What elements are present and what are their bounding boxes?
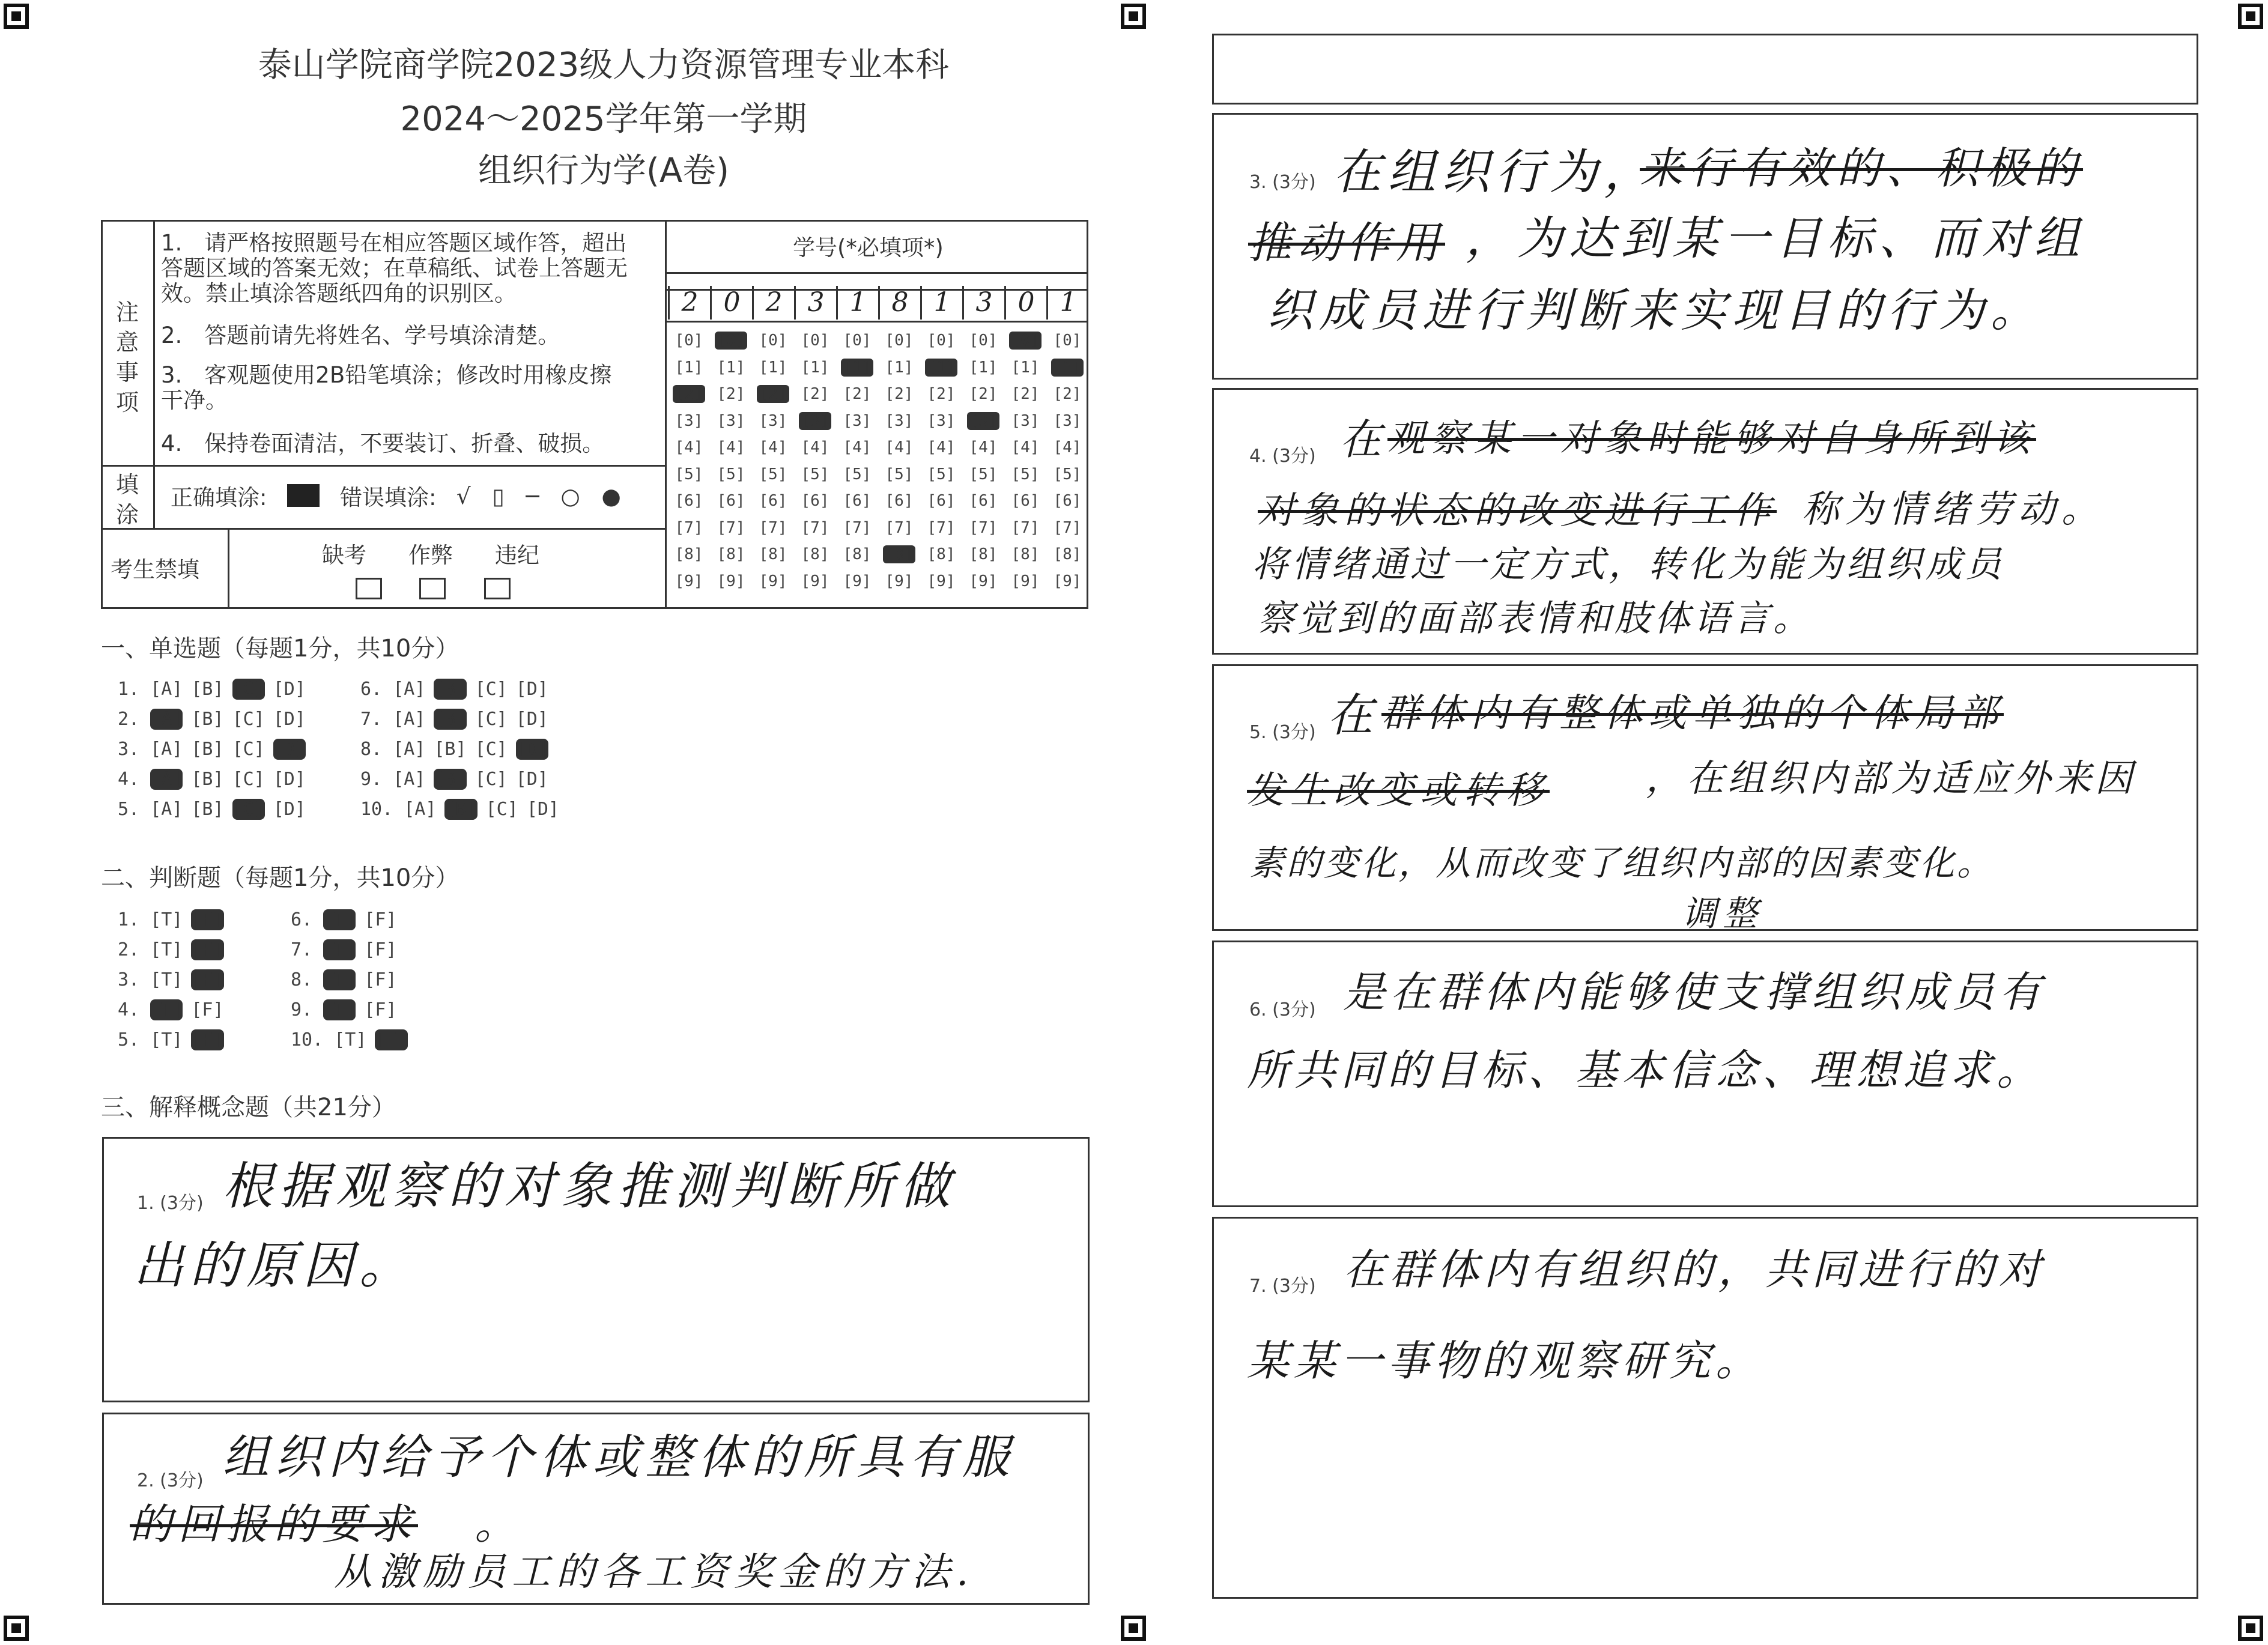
mc-option-d[interactable]: [D]: [273, 709, 306, 730]
mc-option-a[interactable]: [A]: [393, 679, 426, 700]
student-id-bubble-c3-r9[interactable]: [9]: [759, 572, 787, 590]
student-id-bubble-c7-r9[interactable]: [9]: [927, 572, 956, 590]
student-id-bubble-c4-r8[interactable]: [8]: [801, 545, 829, 563]
student-id-label: 学号(*必填项*): [793, 235, 944, 261]
cheat-label: 作弊: [408, 542, 453, 568]
tf-option-f[interactable]: [F]: [191, 969, 224, 990]
mc-option-d[interactable]: [D]: [515, 709, 548, 730]
tf-row-9: [291, 999, 405, 1020]
tf-number: 9.: [291, 999, 324, 1020]
student-id-bubble-c4-r6[interactable]: [6]: [801, 492, 829, 510]
tf-number: 2.: [118, 939, 151, 960]
mc-row-10: [360, 799, 568, 820]
student-id-digit-10: 1: [1046, 286, 1088, 320]
student-id-digit-5: 1: [836, 286, 878, 320]
student-id-bubble-c6-r3[interactable]: [3]: [885, 411, 914, 430]
student-id-digit-3: 2: [752, 286, 794, 320]
mc-option-d[interactable]: [D]: [273, 739, 306, 760]
student-id-bubble-c9-r8[interactable]: [8]: [1011, 545, 1040, 563]
tf-number: 4.: [118, 999, 151, 1020]
q5-label: 5. (3分): [1249, 722, 1316, 743]
student-id-bubble-c10-r5[interactable]: [5]: [1053, 465, 1082, 483]
student-id-bubble-c6-r8[interactable]: [8]: [883, 545, 915, 563]
q2-answer-line3: 从激励员工的各工资奖金的方法.: [334, 1550, 975, 1595]
tf-row-4: [118, 999, 232, 1020]
mc-option-d[interactable]: [D]: [526, 799, 559, 820]
student-id-digit-8: 3: [962, 286, 1004, 320]
correct-fill-label: 正确填涂:: [171, 485, 267, 510]
student-id-bubble-c8-r9[interactable]: [9]: [969, 572, 998, 590]
student-id-bubble-c1-r7[interactable]: [7]: [675, 518, 703, 537]
mc-option-b[interactable]: [B]: [191, 769, 224, 790]
notice-label: 注意事项: [115, 299, 139, 416]
mc-option-b[interactable]: [B]: [434, 709, 467, 730]
mc-row-1: [118, 679, 314, 700]
student-id-bubble-c5-r4[interactable]: [4]: [843, 438, 872, 456]
mc-option-b[interactable]: [B]: [191, 799, 224, 820]
mc-option-c[interactable]: [C]: [232, 799, 265, 820]
mc-option-a[interactable]: [A]: [150, 679, 183, 700]
mc-option-a[interactable]: [A]: [150, 799, 183, 820]
mc-row-2: [118, 709, 314, 730]
tf-option-f[interactable]: [F]: [364, 909, 397, 930]
q5-answer-line2b: ，在组织内部为适应外来因: [1646, 756, 2136, 800]
mc-option-c[interactable]: [C]: [475, 679, 508, 700]
tf-option-f[interactable]: [F]: [364, 939, 397, 960]
student-id-bubble-c5-r0[interactable]: [0]: [843, 332, 872, 350]
exam-title-line1: 泰山学院商学院2023级人力资源管理专业本科: [258, 46, 950, 85]
mc-option-c[interactable]: [C]: [232, 739, 265, 760]
tf-option-f[interactable]: [F]: [191, 939, 224, 960]
mc-number: 6.: [360, 679, 393, 700]
tf-row-1: [118, 909, 232, 930]
mc-number: 4.: [118, 769, 151, 790]
student-id-bubble-c3-r8[interactable]: [8]: [759, 545, 787, 563]
student-id-digit-7: 1: [920, 286, 962, 320]
tf-option-f[interactable]: [F]: [191, 1029, 224, 1050]
student-id-bubble-c10-r1[interactable]: [1]: [1051, 359, 1084, 377]
mc-row-4: [118, 769, 314, 790]
student-id-bubble-c4-r3[interactable]: [3]: [799, 412, 831, 430]
student-id-bubble-c6-r5[interactable]: [5]: [885, 465, 914, 483]
q7-answer-line1: 在群体内有组织的，共同进行的对: [1343, 1245, 2046, 1294]
corner-marker-top-middle: [1121, 4, 1146, 29]
tf-option-t[interactable]: [T]: [150, 909, 183, 930]
violate-label: 违纪: [495, 542, 539, 568]
mc-row-6: [360, 679, 557, 700]
tf-row-10: [291, 1029, 416, 1050]
q4-answer-line3: 将情绪通过一定方式，转化为能为组织成员: [1252, 544, 2005, 586]
student-id-bubble-c5-r8[interactable]: [8]: [843, 545, 872, 563]
corner-marker-bottom-middle: [1121, 1616, 1146, 1641]
student-id-bubble-c1-r0[interactable]: [0]: [675, 332, 703, 350]
student-id-bubble-c3-r5[interactable]: [5]: [759, 465, 787, 483]
student-id-bubble-c8-r7[interactable]: [7]: [969, 518, 998, 537]
q5-answer-line4: 调整: [1682, 893, 1764, 934]
student-id-bubble-c8-r2[interactable]: [2]: [969, 385, 998, 403]
student-id-bubble-c8-r4[interactable]: [4]: [969, 438, 998, 456]
mc-option-a[interactable]: [A]: [393, 739, 426, 760]
student-id-bubble-c9-r5[interactable]: [5]: [1011, 465, 1040, 483]
tf-option-t[interactable]: [T]: [150, 939, 183, 960]
q3-answer-line2-struck: 推动作用: [1248, 217, 1446, 268]
student-id-bubble-c10-r7[interactable]: [7]: [1053, 518, 1082, 537]
student-id-bubble-c9-r9[interactable]: [9]: [1011, 572, 1040, 590]
mc-option-d[interactable]: [D]: [273, 679, 306, 700]
mc-option-b[interactable]: [B]: [191, 679, 224, 700]
student-id-bubble-c10-r9[interactable]: [9]: [1053, 572, 1082, 590]
student-id-bubble-c7-r4[interactable]: [4]: [927, 438, 956, 456]
student-id-bubble-c3-r7[interactable]: [7]: [759, 518, 787, 537]
mc-option-c[interactable]: [C]: [475, 769, 508, 790]
mc-option-c[interactable]: [C]: [485, 799, 518, 820]
mc-option-b[interactable]: [B]: [191, 739, 224, 760]
mc-option-d[interactable]: [D]: [273, 799, 306, 820]
student-id-bubble-c4-r2[interactable]: [2]: [801, 385, 829, 403]
answer-box-top-empty[interactable]: [1212, 34, 2198, 105]
tf-number: 3.: [118, 969, 151, 990]
student-id-bubble-c6-r2[interactable]: [2]: [885, 385, 914, 403]
student-id-bubble-c9-r6[interactable]: [6]: [1011, 492, 1040, 510]
student-id-bubble-c7-r7[interactable]: [7]: [927, 518, 956, 537]
tf-row-8: [291, 969, 405, 990]
q4-answer-line2-struck: 对象的状态的改变进行工作: [1258, 488, 1777, 532]
mc-number: 1.: [118, 679, 151, 700]
mc-option-c[interactable]: [C]: [232, 709, 265, 730]
mc-number: 8.: [360, 739, 393, 760]
student-id-bubble-c4-r0[interactable]: [0]: [801, 332, 829, 350]
student-id-bubble-c7-r3[interactable]: [3]: [927, 411, 956, 430]
tf-option-t[interactable]: [T]: [323, 969, 356, 990]
cheat-checkbox[interactable]: [419, 578, 446, 599]
exam-title-line3: 组织行为学(A卷): [478, 151, 729, 190]
section3-title: 三、解释概念题（共21分）: [101, 1094, 396, 1121]
tf-option-f[interactable]: [F]: [375, 1029, 408, 1050]
student-id-bubble-c1-r9[interactable]: [9]: [675, 572, 703, 590]
student-id-digit-9: 0: [1004, 286, 1046, 320]
student-id-bubble-c10-r2[interactable]: [2]: [1053, 385, 1082, 403]
student-id-bubble-c8-r1[interactable]: [1]: [969, 358, 998, 377]
tf-option-t[interactable]: [T]: [150, 1029, 183, 1050]
mc-row-9: [360, 769, 557, 790]
student-id-digit-1: 2: [668, 286, 710, 320]
student-id-bubble-c8-r0[interactable]: [0]: [969, 332, 998, 350]
student-id-bubble-c6-r7[interactable]: [7]: [885, 518, 914, 537]
student-id-bubble-c6-r1[interactable]: [1]: [885, 358, 914, 377]
student-id-bubble-c7-r1[interactable]: [1]: [925, 359, 957, 377]
section1-title: 一、单选题（每题1分，共10分）: [101, 635, 459, 662]
correct-fill-sample: [287, 484, 320, 507]
q5-answer-line1a: 在: [1327, 688, 1379, 742]
student-id-bubble-c4-r5[interactable]: [5]: [801, 465, 829, 483]
mc-number: 3.: [118, 739, 151, 760]
wrong-fill-label: 错误填涂:: [340, 485, 437, 510]
student-id-bubble-c1-r3[interactable]: [3]: [675, 411, 703, 430]
student-id-bubble-c6-r9[interactable]: [9]: [885, 572, 914, 590]
student-id-bubble-c2-r6[interactable]: [6]: [717, 492, 745, 510]
tf-option-f[interactable]: [F]: [191, 999, 224, 1020]
mc-row-3: [118, 739, 314, 760]
mc-number: 5.: [118, 799, 151, 820]
student-id-bubble-c2-r1[interactable]: [1]: [717, 358, 745, 377]
student-id-bubble-c5-r2[interactable]: [2]: [843, 385, 872, 403]
mc-number: 2.: [118, 709, 151, 730]
student-id-bubble-c3-r4[interactable]: [4]: [759, 438, 787, 456]
q3-answer-line2b: ，为达到某一目标、而对组: [1466, 211, 2085, 265]
tf-number: 5.: [118, 1029, 151, 1050]
student-id-bubble-c9-r3[interactable]: [3]: [1011, 411, 1040, 430]
mc-row-8: [360, 739, 557, 760]
student-id-bubble-c7-r6[interactable]: [6]: [927, 492, 956, 510]
student-id-bubble-c8-r6[interactable]: [6]: [969, 492, 998, 510]
mc-option-c[interactable]: [C]: [232, 679, 265, 700]
student-id-bubble-c2-r0[interactable]: [0]: [715, 332, 747, 350]
q1-answer-line1: 根据观察的对象推测判断所做: [222, 1157, 957, 1216]
tf-number: 7.: [291, 939, 324, 960]
tf-option-t[interactable]: [T]: [323, 909, 356, 930]
student-id-bubble-c3-r1[interactable]: [1]: [759, 358, 787, 377]
student-id-bubble-c2-r2[interactable]: [2]: [717, 385, 745, 403]
absent-label: 缺考: [322, 542, 366, 568]
student-id-bubble-c1-r5[interactable]: [5]: [675, 465, 703, 483]
student-id-bubble-c10-r0[interactable]: [0]: [1053, 332, 1082, 350]
q5-answer-line3: 素的变化，从而改变了组织内部的因素变化。: [1249, 843, 1995, 883]
mc-row-7: [360, 709, 557, 730]
mc-number: 7.: [360, 709, 393, 730]
mc-option-d[interactable]: [D]: [515, 679, 548, 700]
student-id-bubble-c6-r4[interactable]: [4]: [885, 438, 914, 456]
exam-title-line2: 2024～2025学年第一学期: [400, 100, 807, 139]
mc-option-a[interactable]: [A]: [404, 799, 437, 820]
mc-option-a[interactable]: [A]: [393, 769, 426, 790]
student-id-bubble-c1-r1[interactable]: [1]: [675, 358, 703, 377]
student-id-bubble-c9-r2[interactable]: [2]: [1011, 385, 1040, 403]
student-id-bubble-c1-r6[interactable]: [6]: [675, 492, 703, 510]
notice-item-3: 3. 客观题使用2B铅笔填涂；修改时用橡皮擦干净。: [161, 362, 612, 413]
tf-number: 1.: [118, 909, 151, 930]
wrong-fill-samples: √ ▯ ─ ○ ●: [456, 483, 628, 509]
student-id-bubble-c5-r5[interactable]: [5]: [843, 465, 872, 483]
student-id-bubble-c4-r7[interactable]: [7]: [801, 518, 829, 537]
student-id-bubble-c9-r1[interactable]: [1]: [1011, 358, 1040, 377]
mc-option-d[interactable]: [D]: [273, 769, 306, 790]
tf-row-2: [118, 939, 232, 960]
mc-option-d[interactable]: [D]: [515, 739, 548, 760]
student-id-bubble-c7-r2[interactable]: [2]: [927, 385, 956, 403]
student-id-bubble-c5-r6[interactable]: [6]: [843, 492, 872, 510]
tf-row-5: [118, 1029, 232, 1050]
q2-answer-line2-struck: 的回报的要求: [130, 1500, 418, 1549]
q2-answer-line2-end: 。: [475, 1500, 523, 1549]
absent-checkbox[interactable]: [356, 578, 382, 599]
tf-option-t[interactable]: [T]: [334, 1029, 367, 1050]
tf-number: 10.: [291, 1029, 335, 1050]
mc-option-a[interactable]: [A]: [150, 739, 183, 760]
q6-answer-line1: 是在群体内能够使支撑组织成员有: [1343, 968, 2046, 1017]
student-id-bubble-c2-r3[interactable]: [3]: [717, 411, 745, 430]
student-id-bubble-c6-r0[interactable]: [0]: [885, 332, 914, 350]
notice-item-4: 4. 保持卷面清洁，不要装订、折叠、破损。: [161, 431, 605, 456]
student-id-digit-4: 3: [794, 286, 836, 320]
student-id-bubble-c10-r4[interactable]: [4]: [1053, 438, 1082, 456]
q4-answer-line2b: 称为情绪劳动。: [1802, 487, 2105, 531]
mc-option-b[interactable]: [B]: [191, 709, 224, 730]
student-id-bubble-c5-r7[interactable]: [7]: [843, 518, 872, 537]
student-id-bubble-c7-r8[interactable]: [8]: [927, 545, 956, 563]
tf-option-t[interactable]: [T]: [323, 939, 356, 960]
q3-answer-line3: 织成员进行判断来实现目的行为。: [1267, 283, 2042, 337]
q4-answer-line1-struck: 观察某一对象时能够对自身所到该: [1387, 416, 2037, 460]
mc-option-a[interactable]: [A]: [393, 709, 426, 730]
mc-option-b[interactable]: [B]: [434, 739, 467, 760]
violate-checkbox[interactable]: [484, 578, 511, 599]
q2-answer-line1: 组织内给予个体或整体的所具有服: [222, 1431, 1016, 1485]
q4-answer-line4: 察觉到的面部表情和肢体语言。: [1258, 598, 1813, 640]
q5-answer-line2-struck: 发生改变或转移: [1247, 768, 1550, 812]
mc-number: 9.: [360, 769, 393, 790]
tf-option-t[interactable]: [T]: [150, 999, 183, 1020]
q7-label: 7. (3分): [1249, 1276, 1316, 1297]
student-id-bubble-c3-r0[interactable]: [0]: [759, 332, 787, 350]
mc-option-c[interactable]: [C]: [232, 769, 265, 790]
student-id-bubble-c10-r8[interactable]: [8]: [1053, 545, 1082, 563]
notice-item-1: 1. 请严格按照题号在相应答题区域作答，超出答题区域的答案无效；在草稿纸、试卷上答题无效。禁止填涂答题纸四角的识别区。: [161, 230, 628, 306]
q3-answer-line1a: 在组织行为，: [1333, 144, 1658, 200]
student-id-bubble-c3-r6[interactable]: [6]: [759, 492, 787, 510]
student-id-bubble-c7-r0[interactable]: [0]: [927, 332, 956, 350]
student-id-bubble-c4-r1[interactable]: [1]: [801, 358, 829, 377]
mc-option-a[interactable]: [A]: [150, 709, 183, 730]
q4-answer-line1a: 在: [1339, 415, 1387, 464]
fill-label: 填涂: [115, 471, 139, 528]
tf-option-f[interactable]: [F]: [191, 909, 224, 930]
corner-marker-top-right: [2238, 4, 2263, 29]
q1-answer-line2: 出的原因。: [133, 1236, 416, 1295]
mc-option-a[interactable]: [A]: [150, 769, 183, 790]
tf-option-t[interactable]: [T]: [323, 999, 356, 1020]
student-id-bubble-c8-r8[interactable]: [8]: [969, 545, 998, 563]
corner-marker-bottom-left: [4, 1616, 29, 1641]
tf-row-6: [291, 909, 405, 930]
student-id-bubble-c9-r0[interactable]: [0]: [1009, 332, 1042, 350]
student-id-digit-2: 0: [710, 286, 752, 320]
mc-option-c[interactable]: [C]: [475, 739, 508, 760]
tf-row-3: [118, 969, 232, 990]
student-id-bubble-c2-r7[interactable]: [7]: [717, 518, 745, 537]
student-id-bubble-c5-r1[interactable]: [1]: [841, 359, 873, 377]
mc-option-b[interactable]: [B]: [434, 679, 467, 700]
student-id-bubble-c5-r9[interactable]: [9]: [843, 572, 872, 590]
tf-row-7: [291, 939, 405, 960]
forbidden-label: 考生禁填: [111, 557, 199, 583]
student-id-bubble-c1-r8[interactable]: [8]: [675, 545, 703, 563]
student-id-bubble-c3-r2[interactable]: [2]: [757, 385, 789, 403]
student-id-bubble-c3-r3[interactable]: [3]: [759, 411, 787, 430]
student-id-bubble-c10-r6[interactable]: [6]: [1053, 492, 1082, 510]
mc-row-5: [118, 799, 314, 820]
mc-option-b[interactable]: [B]: [444, 799, 478, 820]
tf-option-t[interactable]: [T]: [150, 969, 183, 990]
student-id-bubble-c6-r6[interactable]: [6]: [885, 492, 914, 510]
q5-answer-line1-struck: 群体内有整体或单独的个体局部: [1381, 691, 2004, 736]
student-id-bubble-c4-r9[interactable]: [9]: [801, 572, 829, 590]
q6-answer-line2: 所共同的目标、基本信念、理想追求。: [1247, 1046, 2043, 1095]
student-id-bubble-c8-r3[interactable]: [3]: [967, 412, 999, 430]
tf-option-f[interactable]: [F]: [364, 969, 397, 990]
student-id-bubble-c2-r8[interactable]: [8]: [717, 545, 745, 563]
q3-answer-line1-struck: 来行有效的、积极的: [1640, 143, 2084, 193]
tf-number: 8.: [291, 969, 324, 990]
student-id-bubble-c5-r3[interactable]: [3]: [843, 411, 872, 430]
mc-option-c[interactable]: [C]: [475, 709, 508, 730]
student-id-bubble-c2-r9[interactable]: [9]: [717, 572, 745, 590]
student-id-digit-6: 8: [878, 286, 920, 320]
q6-label: 6. (3分): [1249, 999, 1316, 1020]
mc-number: 10.: [360, 799, 404, 820]
corner-marker-bottom-right: [2238, 1616, 2263, 1641]
student-id-bubble-c4-r4[interactable]: [4]: [801, 438, 829, 456]
mc-option-b[interactable]: [B]: [434, 769, 467, 790]
student-id-bubble-c8-r5[interactable]: [5]: [969, 465, 998, 483]
q3-label: 3. (3分): [1249, 172, 1316, 193]
student-id-bubble-c10-r3[interactable]: [3]: [1053, 411, 1082, 430]
student-id-bubble-c7-r5[interactable]: [5]: [927, 465, 956, 483]
student-id-bubble-c1-r2[interactable]: [2]: [673, 385, 705, 403]
corner-marker-top-left: [4, 4, 29, 29]
student-id-bubble-c2-r5[interactable]: [5]: [717, 465, 745, 483]
q1-label: 1. (3分): [137, 1193, 204, 1214]
notice-item-2: 2. 答题前请先将姓名、学号填涂清楚。: [161, 323, 560, 348]
tf-number: 6.: [291, 909, 324, 930]
student-id-bubble-c1-r4[interactable]: [4]: [675, 438, 703, 456]
section2-title: 二、判断题（每题1分，共10分）: [101, 864, 459, 892]
q7-answer-line2: 某某一事物的观察研究。: [1247, 1336, 1762, 1386]
student-id-bubble-c9-r7[interactable]: [7]: [1011, 518, 1040, 537]
tf-option-f[interactable]: [F]: [364, 999, 397, 1020]
student-id-bubble-c9-r4[interactable]: [4]: [1011, 438, 1040, 456]
q2-label: 2. (3分): [137, 1470, 204, 1491]
q4-label: 4. (3分): [1249, 446, 1316, 467]
mc-option-d[interactable]: [D]: [515, 769, 548, 790]
student-id-bubble-c2-r4[interactable]: [4]: [717, 438, 745, 456]
